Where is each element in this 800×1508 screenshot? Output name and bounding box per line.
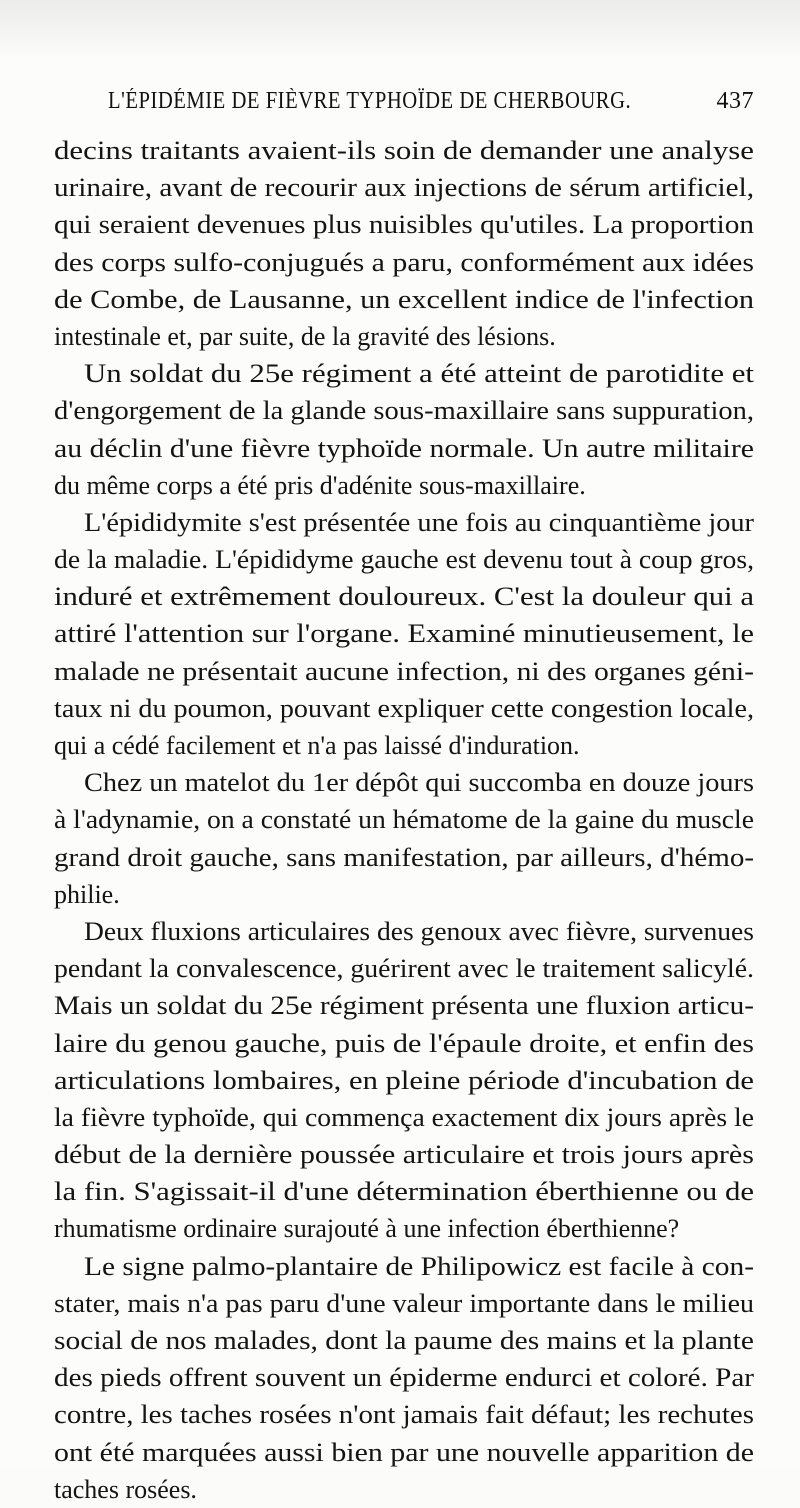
text-line: social de nos malades, dont la paume des mains et la plante [54, 1326, 754, 1355]
text-line: qui seraient devenues plus nuisibles qu'utiles. La proportion [54, 210, 754, 240]
text-line: pendant la convalescence, guérirent avec le traitement salicylé. [54, 954, 754, 984]
text-line: philie. [54, 879, 120, 909]
page-header [108, 88, 754, 122]
text-line: taches rosées. [54, 1474, 197, 1504]
text-line: malade ne présentait aucune infection, ni des organes géni- [54, 656, 754, 686]
text-line: urinaire, avant de recourir aux injections de sérum artificiel, [54, 173, 754, 203]
text-line: de la maladie. L'épididyme gauche est devenu tout à coup gros, [54, 545, 754, 575]
text-line: la fin. S'agissait-il d'une détermination éberthienne ou de [54, 1177, 754, 1207]
text-line: Le signe palmo-plantaire de Philipowicz est facile à con- [84, 1251, 754, 1281]
page-number: 437 [716, 88, 754, 114]
scan-shadow [0, 0, 800, 60]
text-line: du même corps a été pris d'adénite sous-maxillaire. [54, 470, 586, 500]
text-line: la fièvre typhoïde, qui commença exactement dix jours après le [54, 1102, 754, 1132]
text-line: à l'adynamie, on a constaté un hématome de la gaine du muscle [54, 805, 755, 835]
text-line: induré et extrêmement douloureux. C'est la douleur qui a [54, 582, 754, 612]
text-line: des corps sulfo-conjugués a paru, conformément aux idées [54, 247, 755, 277]
text-line: début de la dernière poussée articulaire et trois jours après [54, 1140, 754, 1170]
text-line: d'engorgement de la glande sous-maxillaire sans suppuration, [54, 396, 754, 426]
text-line: laire du genou gauche, puis de l'épaule droite, et enfin des [54, 1028, 754, 1058]
text-line: intestinale et, par suite, de la gravité des lésions. [54, 321, 556, 351]
text-line: Deux fluxions articulaires des genoux avec fièvre, survenues [84, 916, 754, 946]
text-line: rhumatisme ordinaire surajouté à une infection éberthienne? [54, 1214, 680, 1244]
text-line: grand droit gauche, sans manifestation, par ailleurs, d'hémo- [54, 842, 754, 872]
text-line: contre, les taches rosées n'ont jamais fait défaut; les rechutes [54, 1400, 754, 1430]
text-line: Un soldat du 25e régiment a été atteint de parotidite et [84, 359, 754, 389]
text-line: ont été marquées aussi bien par une nouvelle apparition de [54, 1437, 754, 1467]
text-line: decins traitants avaient-ils soin de demander une analyse [54, 136, 755, 165]
text-line: Mais un soldat du 25e régiment présenta une fluxion articu- [54, 991, 754, 1021]
text-line: taux ni du poumon, pouvant expliquer cette congestion locale, [54, 693, 754, 723]
text-line: qui a cédé facilement et n'a pas laissé d'induration. [54, 731, 580, 760]
text-line: au déclin d'une fièvre typhoïde normale. Un autre militaire [54, 433, 754, 463]
text-line: articulations lombaires, en pleine période d'incubation de [54, 1065, 754, 1095]
text-line: attiré l'attention sur l'organe. Examiné minutieusement, le [54, 619, 754, 649]
text-line: L'épididymite s'est présentée une fois au cinquantième jour [84, 507, 755, 537]
running-title: L'ÉPIDÉMIE DE FIÈVRE TYPHOÏDE DE CHERBOURG. [108, 88, 632, 114]
body-text [54, 132, 754, 1508]
text-line: Chez un matelot du 1er dépôt qui succomba en douze jours [84, 768, 754, 798]
text-line: de Combe, de Lausanne, un excellent indice de l'infection [54, 284, 754, 314]
text-line: des pieds offrent souvent un épiderme endurci et coloré. Par [54, 1363, 754, 1393]
text-line: stater, mais n'a pas paru d'une valeur importante dans le milieu [54, 1288, 754, 1318]
